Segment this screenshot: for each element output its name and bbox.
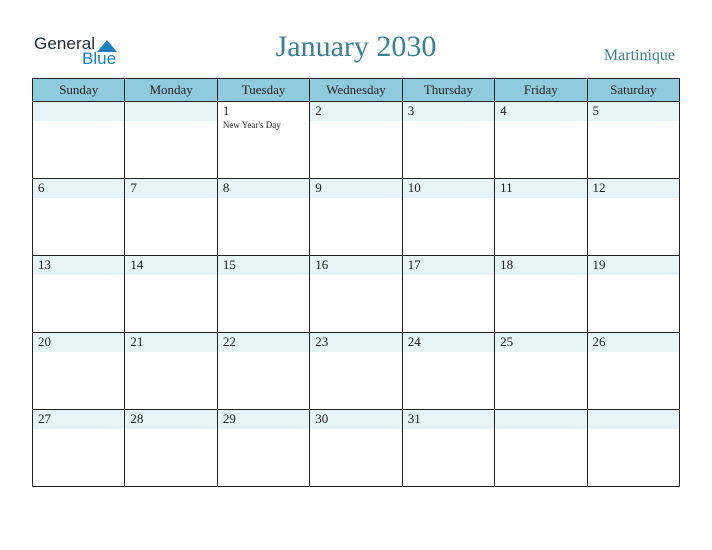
day-cell: [33, 333, 125, 410]
day-cell: [402, 179, 494, 256]
day-cell: [217, 179, 309, 256]
day-cell: [402, 256, 494, 333]
day-number: 30: [310, 410, 401, 429]
day-number: 3: [403, 102, 494, 121]
logo-text-general: General: [34, 34, 96, 53]
day-cell: [495, 179, 587, 256]
week-row: [33, 256, 680, 333]
day-cell: [310, 256, 402, 333]
day-cell: [125, 333, 217, 410]
day-number: [33, 102, 124, 121]
day-cell: [217, 333, 309, 410]
day-cell: [33, 102, 125, 179]
day-cell: [310, 410, 402, 487]
day-number: 20: [33, 333, 124, 352]
day-number: 2: [310, 102, 401, 121]
day-number: [125, 102, 216, 121]
holiday-label: New Year's Day: [222, 120, 281, 130]
day-number: 23: [310, 333, 401, 352]
logo-text-blue: Blue: [82, 49, 117, 68]
day-cell: [587, 102, 679, 179]
day-number: 31: [403, 410, 494, 429]
day-cell: [402, 333, 494, 410]
day-number: 8: [218, 179, 309, 198]
day-number: 27: [33, 410, 124, 429]
day-cell: [310, 179, 402, 256]
day-number: 29: [218, 410, 309, 429]
day-cell: [33, 179, 125, 256]
weekday-header: Friday: [495, 79, 587, 102]
day-number: 21: [125, 333, 216, 352]
day-cell: [33, 410, 125, 487]
day-cell: [125, 102, 217, 179]
week-row: [33, 410, 680, 487]
day-number: 25: [495, 333, 586, 352]
weekday-header: Sunday: [33, 79, 125, 102]
day-cell: [217, 410, 309, 487]
day-number: 24: [403, 333, 494, 352]
day-number: [495, 410, 586, 429]
region-label: Martinique: [603, 47, 675, 64]
weekday-header: Thursday: [402, 79, 494, 102]
day-number: 17: [403, 256, 494, 275]
day-number: 7: [125, 179, 216, 198]
day-cell: [310, 333, 402, 410]
day-number: 14: [125, 256, 216, 275]
day-cell: [587, 333, 679, 410]
week-row: [33, 102, 680, 179]
day-cell: [495, 333, 587, 410]
day-cell: [495, 410, 587, 487]
day-cell: [495, 102, 587, 179]
day-cell: [217, 256, 309, 333]
day-cell: [402, 102, 494, 179]
week-row: [33, 333, 680, 410]
day-number: 26: [588, 333, 679, 352]
day-cell: [402, 410, 494, 487]
day-number: 15: [218, 256, 309, 275]
day-number: 22: [218, 333, 309, 352]
day-number: 6: [33, 179, 124, 198]
day-number: 9: [310, 179, 401, 198]
day-number: 13: [33, 256, 124, 275]
day-number: 28: [125, 410, 216, 429]
day-number: [588, 410, 679, 429]
weekday-header: Tuesday: [217, 79, 309, 102]
day-number: 5: [588, 102, 679, 121]
day-cell: [125, 179, 217, 256]
page-title: January 2030: [275, 30, 437, 63]
weekday-header: Monday: [125, 79, 217, 102]
day-cell: [495, 256, 587, 333]
weekday-header: Wednesday: [310, 79, 402, 102]
day-cell: [33, 256, 125, 333]
day-cell: [125, 410, 217, 487]
day-cell: [310, 102, 402, 179]
day-number: 1: [222, 103, 230, 118]
day-cell: [587, 256, 679, 333]
day-number: 4: [495, 102, 586, 121]
day-number: 18: [495, 256, 586, 275]
day-cell: [217, 102, 309, 179]
day-number: 16: [310, 256, 401, 275]
day-cell: [587, 179, 679, 256]
day-cell: [125, 256, 217, 333]
day-number: 12: [588, 179, 679, 198]
weekday-header-row: [33, 79, 680, 102]
day-number: 11: [495, 179, 586, 198]
day-cell: [587, 410, 679, 487]
weekday-header: Saturday: [587, 79, 679, 102]
week-row: [33, 179, 680, 256]
calendar-grid: [32, 78, 680, 487]
day-number: 10: [403, 179, 494, 198]
day-number: 19: [588, 256, 679, 275]
